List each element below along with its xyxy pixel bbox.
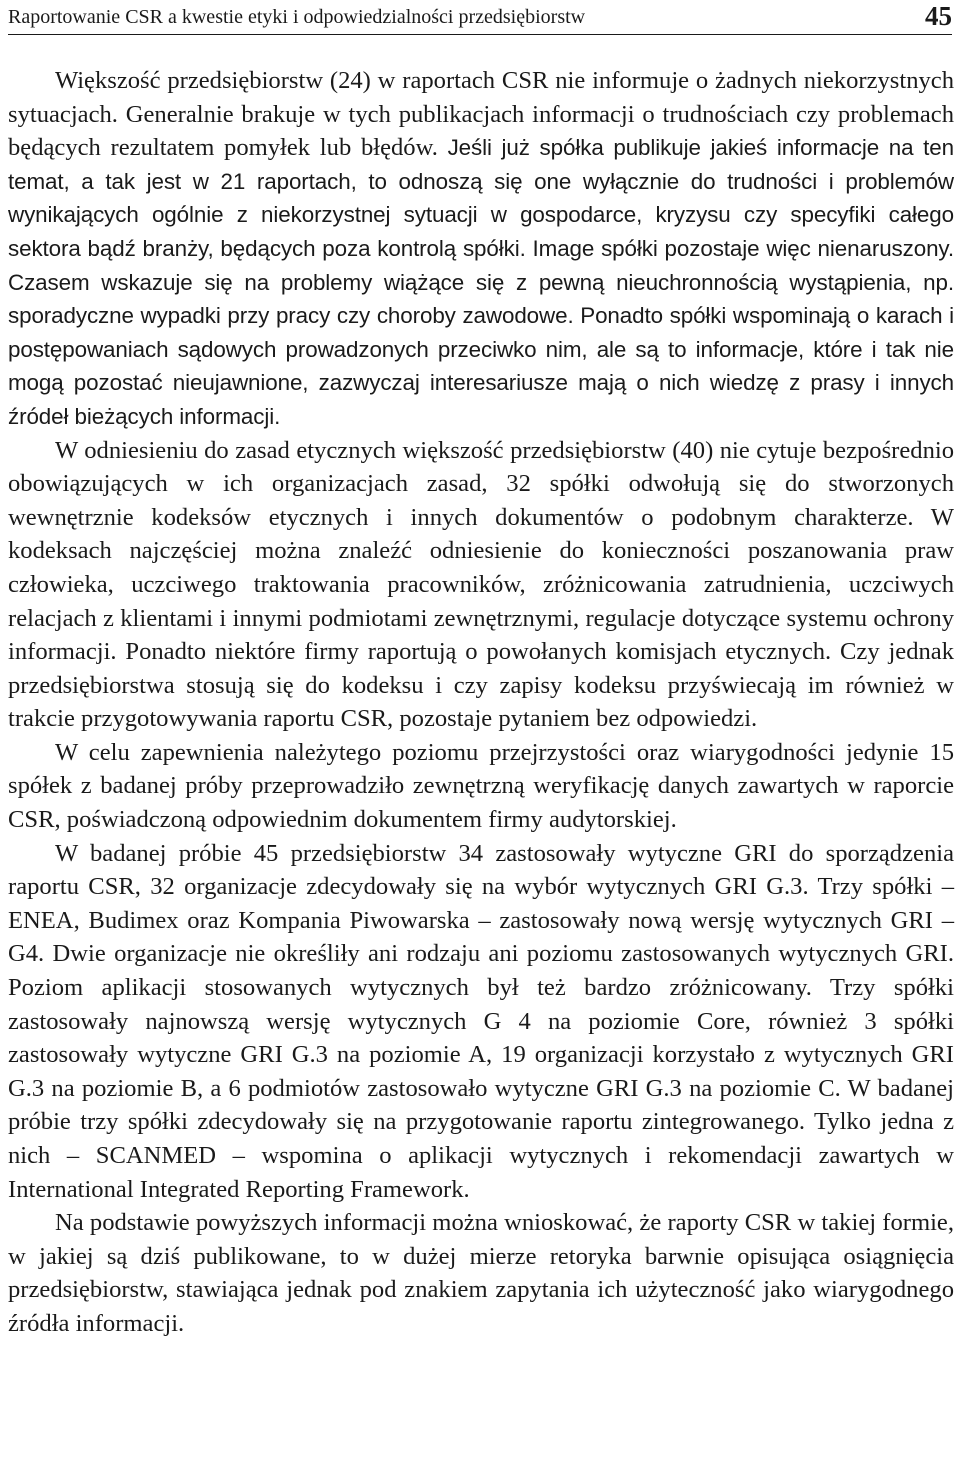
paragraph-4: W badanej próbie 45 przedsiębiorstw 34 zastosowały wytyczne GRI do sporządzenia raportu CSR, 32 organizacje zdecydowały się na wybór wytycznych GRI G.3. Trzy spółki – ENEA, Budimex oraz Kompania Piwowarska – zastosowały nową wersję wytycznych GRI – G4. Dwie organizacje nie określiły ani rodzaju ani poziomu zastosowanych wytycznych GRI. Poziom aplikacji stosowanych wytycznych był też bardzo zróżnicowany. Trzy spółki zastosowały najnowszą wersję wytycznych G 4 na poziomie Core, również 3 spółki zastosowały wytyczne GRI G.3 na poziomie A, 19 organizacji korzystało z wytycznych GRI G.3 na poziomie B, a 6 podmiotów zastosowało wytyczne GRI G.3 na poziomie C. W badanej próbie trzy spółki zdecydowały się na przygotowanie raportu zintegrowanego. Tylko jedna z nich – SCANMED – wspomina o aplikacji wytycznych i rekomendacji zawartych w International Integrated Reporting Framework. bbox=[8, 839, 954, 1203]
paragraph-1 bbox=[8, 64, 954, 434]
running-header bbox=[8, 0, 952, 35]
paragraph-1-part-b: Jeśli już spółka publikuje jakieś informacje na ten temat, a tak jest w 21 raportach, to odnoszą się one wyłącznie do trudności i problemów wynikających ogólnie z niekorzystnej sytuacji w gospodarce, kryzysu czy specyfiki całego sektora bądź branży, będących poza kontrolą spółki. Image spółki pozostaje więc nienaruszony. Czasem wskazuje się na problemy wiążące się z pewną nieuchronnością wystąpienia, np. sporadyczne wypadki przy pracy czy choroby zawodowe. Ponadto spółki wspominają o karach i postępowaniach sądowych prowadzonych przeciwko nim, ale są to informacje, które i tak nie mogą pozostać nieujawnione, zazwyczaj interesariusze mają o nich wiedzę z prasy i innych źródeł bieżących informacji. bbox=[8, 135, 955, 429]
paragraph-2: W odniesieniu do zasad etycznych większość przedsiębiorstw (40) nie cytuje bezpośrednio obowiązujących w ich organizacjach zasad, 32 spółki odwołują się do stworzonych wewnętrznie kodeksów etycznych i innych dokumentów o podobnym charakterze. W kodeksach najczęściej można znaleźć odniesienie do konieczności poszanowania praw człowieka, uczciwego traktowania pracowników, zróżnicowania zatrudnienia, uczciwych relacjach z klientami i innymi podmiotami zewnętrznymi, regulacje dotyczące systemu ochrony informacji. Ponadto niektóre firmy raportują o powołanych komisjach etycznych. Czy jednak przedsiębiorstwa stosują się do kodeksu i czy zapisy kodeksu przyświecają im również w trakcie przygotowywania raportu CSR, pozostaje pytaniem bez odpowiedzi. bbox=[8, 436, 954, 733]
running-title: Raportowanie CSR a kwestie etyki i odpowiedzialności przedsiębiorstw bbox=[8, 6, 586, 28]
paragraph-3: W celu zapewnienia należytego poziomu przejrzystości oraz wiarygodności jedynie 15 spółek z badanej próby przeprowadziło zewnętrzną weryfikację danych zawartych w raporcie CSR, poświadczoną odpowiednim dokumentem firmy audytorskiej. bbox=[8, 738, 954, 834]
body-text bbox=[8, 64, 954, 1341]
paragraph-1-part-a: Większość przedsiębiorstw (24) w raportach CSR nie informuje o żadnych niekorzystnych sytuacjach. Generalnie brakuje w tych publikacjach informacji o trudnościach czy problemach będących rezultatem pomyłek lub błędów. bbox=[8, 67, 954, 162]
page-number: 45 bbox=[925, 1, 952, 31]
paragraph-5: Na podstawie powyższych informacji można wnioskować, że raporty CSR w takiej formie, w jakiej są dziś publikowane, to w dużej mierze retoryka barwnie opisująca osiągnięcia przedsiębiorstw, stawiająca jednak pod znakiem zapytania ich użyteczność jako wiarygodnego źródła informacji. bbox=[8, 1209, 954, 1337]
